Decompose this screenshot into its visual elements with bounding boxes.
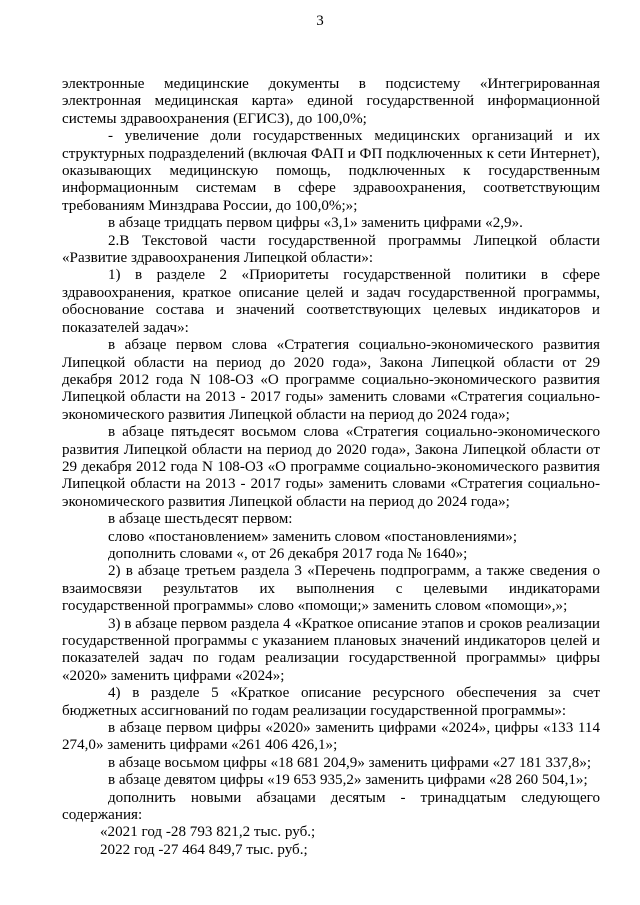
paragraph: слово «постановлением» заменить словом «постановлениями»;: [108, 528, 518, 545]
paragraph: в абзаце шестьдесят первом:: [108, 511, 293, 528]
paragraph: 2.В Текстовой части государственной программы Липецкой области «Развитие здравоохранения Липецкой области»:: [62, 232, 600, 267]
paragraph: - увеличение доли государственных медицинских организаций и их структурных подразделений (включая ФАП и ФП подключенных к сети Интернет), оказывающих медицинскую помощь, подключенных к государственным информационным системам в сфере здравоохранения, соответствующим требованиям Минздрава России, до 100,0%;»;: [62, 128, 600, 214]
paragraph: в абзаце девятом цифры «19 653 935,2» заменить цифрами «28 260 504,1»;: [108, 772, 588, 789]
paragraph: дополнить словами «, от 26 декабря 2017 года № 1640»;: [108, 545, 468, 562]
paragraph: в абзаце первом слова «Стратегия социально-экономического развития Липецкой области на период до 2020 года», Закона Липецкой области от 29 декабря 2012 года N 108-ОЗ «О программе социально-экономического развития Липецкой области на 2013 - 2017 годы» заменить словами «Стратегия социально-экономического развития Липецкой области на период до 2024 года»;: [62, 337, 600, 423]
paragraph: 2022 год -27 464 849,7 тыс. руб.;: [100, 841, 308, 858]
paragraph: в абзаце тридцать первом цифры «3,1» заменить цифрами «2,9».: [108, 215, 523, 232]
paragraph: в абзаце первом цифры «2020» заменить цифрами «2024», цифры «133 114 274,0» заменить цифрами «261 406 426,1»;: [62, 720, 600, 754]
page-number: 3: [316, 13, 324, 29]
paragraph: 4) в разделе 5 «Краткое описание ресурсного обеспечения за счет бюджетных ассигнований по годам реализации государственной программы»:: [62, 685, 600, 719]
paragraph: электронные медицинские документы в подсистему «Интегрированная электронная медицинская карта» единой государственной информационной системы здравоохранения (ЕГИСЗ), до 100,0%;: [62, 76, 600, 127]
paragraph: 2) в абзаце третьем раздела 3 «Перечень подпрограмм, а также сведения о взаимосвязи результатов их выполнения с целевыми индикаторами государственной программы» слово «помощи;» заменить словом «помощи»,»;: [62, 563, 600, 615]
paragraph: 1) в разделе 2 «Приоритеты государственной политики в сфере здравоохранения, краткое описание целей и задач государственной программы, обоснование состава и значений соответствующих целевых индикаторов и показателей задач»:: [62, 267, 600, 336]
paragraph: «2021 год -28 793 821,2 тыс. руб.;: [100, 824, 316, 841]
document-body: [62, 76, 600, 859]
paragraph: в абзаце пятьдесят восьмом слова «Стратегия социально-экономического развития Липецкой области на период до 2020 года», Закона Липецкой области от 29 декабря 2012 года N 108-ОЗ «О программе социально-экономического развития Липецкой области на 2013 - 2017 годы» заменить словами «Стратегия социально-экономического развития Липецкой области на период до 2024 года»;: [62, 424, 600, 510]
paragraph: в абзаце восьмом цифры «18 681 204,9» заменить цифрами «27 181 337,8»;: [108, 754, 592, 771]
paragraph: 3) в абзаце первом раздела 4 «Краткое описание этапов и сроков реализации государственной программы с указанием плановых значений индикаторов целей и показателей задач по годам реализации государственной программы» цифры «2020» заменить цифрами «2024»;: [62, 615, 600, 684]
paragraph: дополнить новыми абзацами десятым - тринадцатым следующего содержания:: [62, 789, 600, 824]
